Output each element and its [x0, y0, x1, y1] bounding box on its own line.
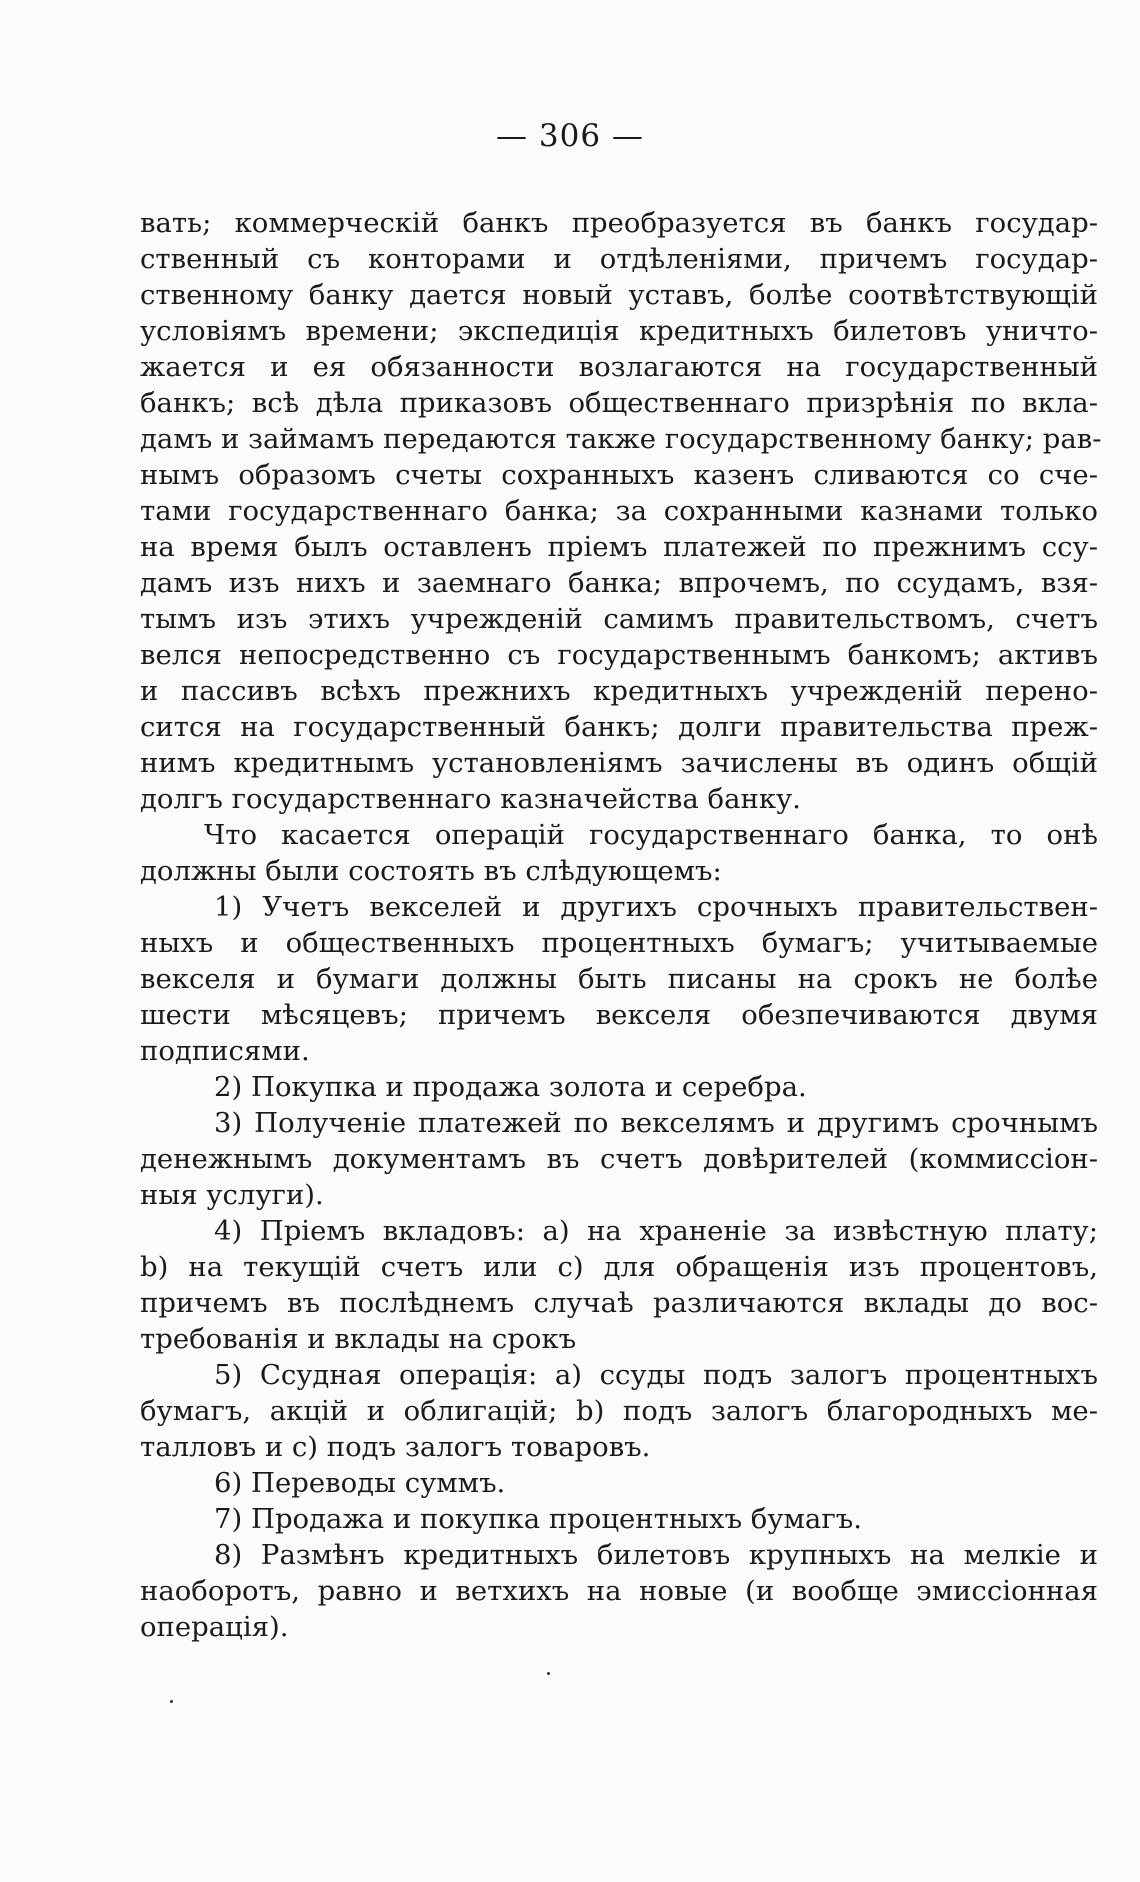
text-line: операцiя). [140, 1611, 289, 1643]
text-line: тами государственнаго банка; за сохранными казнами только [140, 495, 1098, 527]
text-line: и пассивъ всѣхъ прежнихъ кредитныхъ учрежденiй перено- [140, 675, 1098, 707]
list-item [140, 1213, 1098, 1357]
text-line: ныя услуги). [140, 1179, 324, 1211]
text-line: 8) Размѣнъ кредитныхъ билетовъ крупныхъ на мелкiе и [214, 1539, 1098, 1571]
paragraph [140, 817, 1098, 889]
body-text [140, 205, 1102, 1645]
text-line: бумагъ, акцiй и облигацiй; b) подъ залогъ благородныхъ ме- [140, 1395, 1098, 1427]
text-line: ственный съ конторами и отдѣленiями, причемъ государ- [140, 243, 1098, 275]
list-item [140, 1357, 1098, 1465]
list-item [140, 1069, 1098, 1105]
page-number: — 306 — [496, 118, 644, 154]
text-line: нимъ кредитнымъ установленiямъ зачислены въ одинъ общiй [140, 747, 1098, 779]
text-line: 1) Учетъ векселей и другихъ срочныхъ правительствен- [214, 891, 1098, 923]
text-line: жается и ея обязанности возлагаются на государственный [140, 351, 1098, 383]
text-line: 5) Ссудная операцiя: а) ссуды подъ залогъ процентныхъ [214, 1359, 1098, 1391]
text-line: на время былъ оставленъ прiемъ платежей по прежнимъ ссу- [140, 531, 1098, 563]
text-line: велся непосредственно съ государственнымъ банкомъ; активъ [140, 639, 1098, 671]
list-item [140, 1501, 1098, 1537]
text-line: подписями. [140, 1035, 310, 1067]
text-line: дамъ изъ нихъ и заемнаго банка; впрочемъ, по ссудамъ, взя- [140, 567, 1098, 599]
text-line: 4) Прiемъ вкладовъ: а) на храненiе за извѣстную плату; [214, 1215, 1098, 1247]
text-line: дамъ и займамъ передаются также государственному банку; рав- [140, 423, 1102, 455]
text-line: ныхъ и общественныхъ процентныхъ бумагъ; учитываемые [140, 927, 1098, 959]
text-line: вать; коммерческiй банкъ преобразуется въ банкъ государ- [140, 207, 1098, 239]
text-line: наоборотъ, равно и ветхихъ на новые (и вообще эмиссiонная [140, 1575, 1098, 1607]
text-line: b) на текущiй счетъ или с) для обращенiя изъ процентовъ, [140, 1251, 1098, 1283]
list-item [140, 1465, 1098, 1501]
text-line: долгъ государственнаго казначейства банку. [140, 783, 801, 815]
text-line: должны были состоять въ слѣдующемъ: [140, 855, 722, 887]
text-line: 6) Переводы суммъ. [214, 1467, 506, 1499]
text-line: требованiя и вклады на срокъ [140, 1323, 577, 1355]
text-line: тымъ изъ этихъ учрежденiй самимъ правительствомъ, счетъ [140, 603, 1098, 635]
text-line: причемъ въ послѣднемъ случаѣ различаются вклады до вос- [140, 1287, 1098, 1319]
text-line: нымъ образомъ счеты сохранныхъ казенъ сливаются со сче- [140, 459, 1098, 491]
text-line: ственному банку дается новый уставъ, болѣе соотвѣтствующiй [140, 279, 1098, 311]
text-line: 7) Продажа и покупка процентныхъ бумагъ. [214, 1503, 862, 1535]
text-line: условiямъ времени; экспедицiя кредитныхъ билетовъ уничто- [140, 315, 1098, 347]
text-line: векселя и бумаги должны быть писаны на срокъ не болѣе [140, 963, 1098, 995]
ink-speck [170, 1700, 173, 1703]
paragraph [140, 205, 1102, 817]
text-line: 2) Покупка и продажа золота и серебра. [214, 1071, 807, 1103]
text-line: банкъ; всѣ дѣла приказовъ общественнаго призрѣнiя по вкла- [140, 387, 1098, 419]
list-item [140, 889, 1098, 1069]
list-item [140, 1537, 1098, 1645]
text-line: Что касается операцiй государственнаго банка, то онѣ [204, 819, 1098, 851]
text-line: сится на государственный банкъ; долги правительства преж- [140, 711, 1098, 743]
text-line: талловъ и с) подъ залогъ товаровъ. [140, 1431, 651, 1463]
text-line: 3) Полученiе платежей по векселямъ и другимъ срочнымъ [214, 1107, 1098, 1139]
list-item [140, 1105, 1098, 1213]
ink-speck [547, 1672, 550, 1675]
text-line: денежнымъ документамъ въ счетъ довѣрителей (коммиссiон- [140, 1143, 1098, 1175]
text-line: шести мѣсяцевъ; причемъ векселя обезпечиваются двумя [140, 999, 1098, 1031]
